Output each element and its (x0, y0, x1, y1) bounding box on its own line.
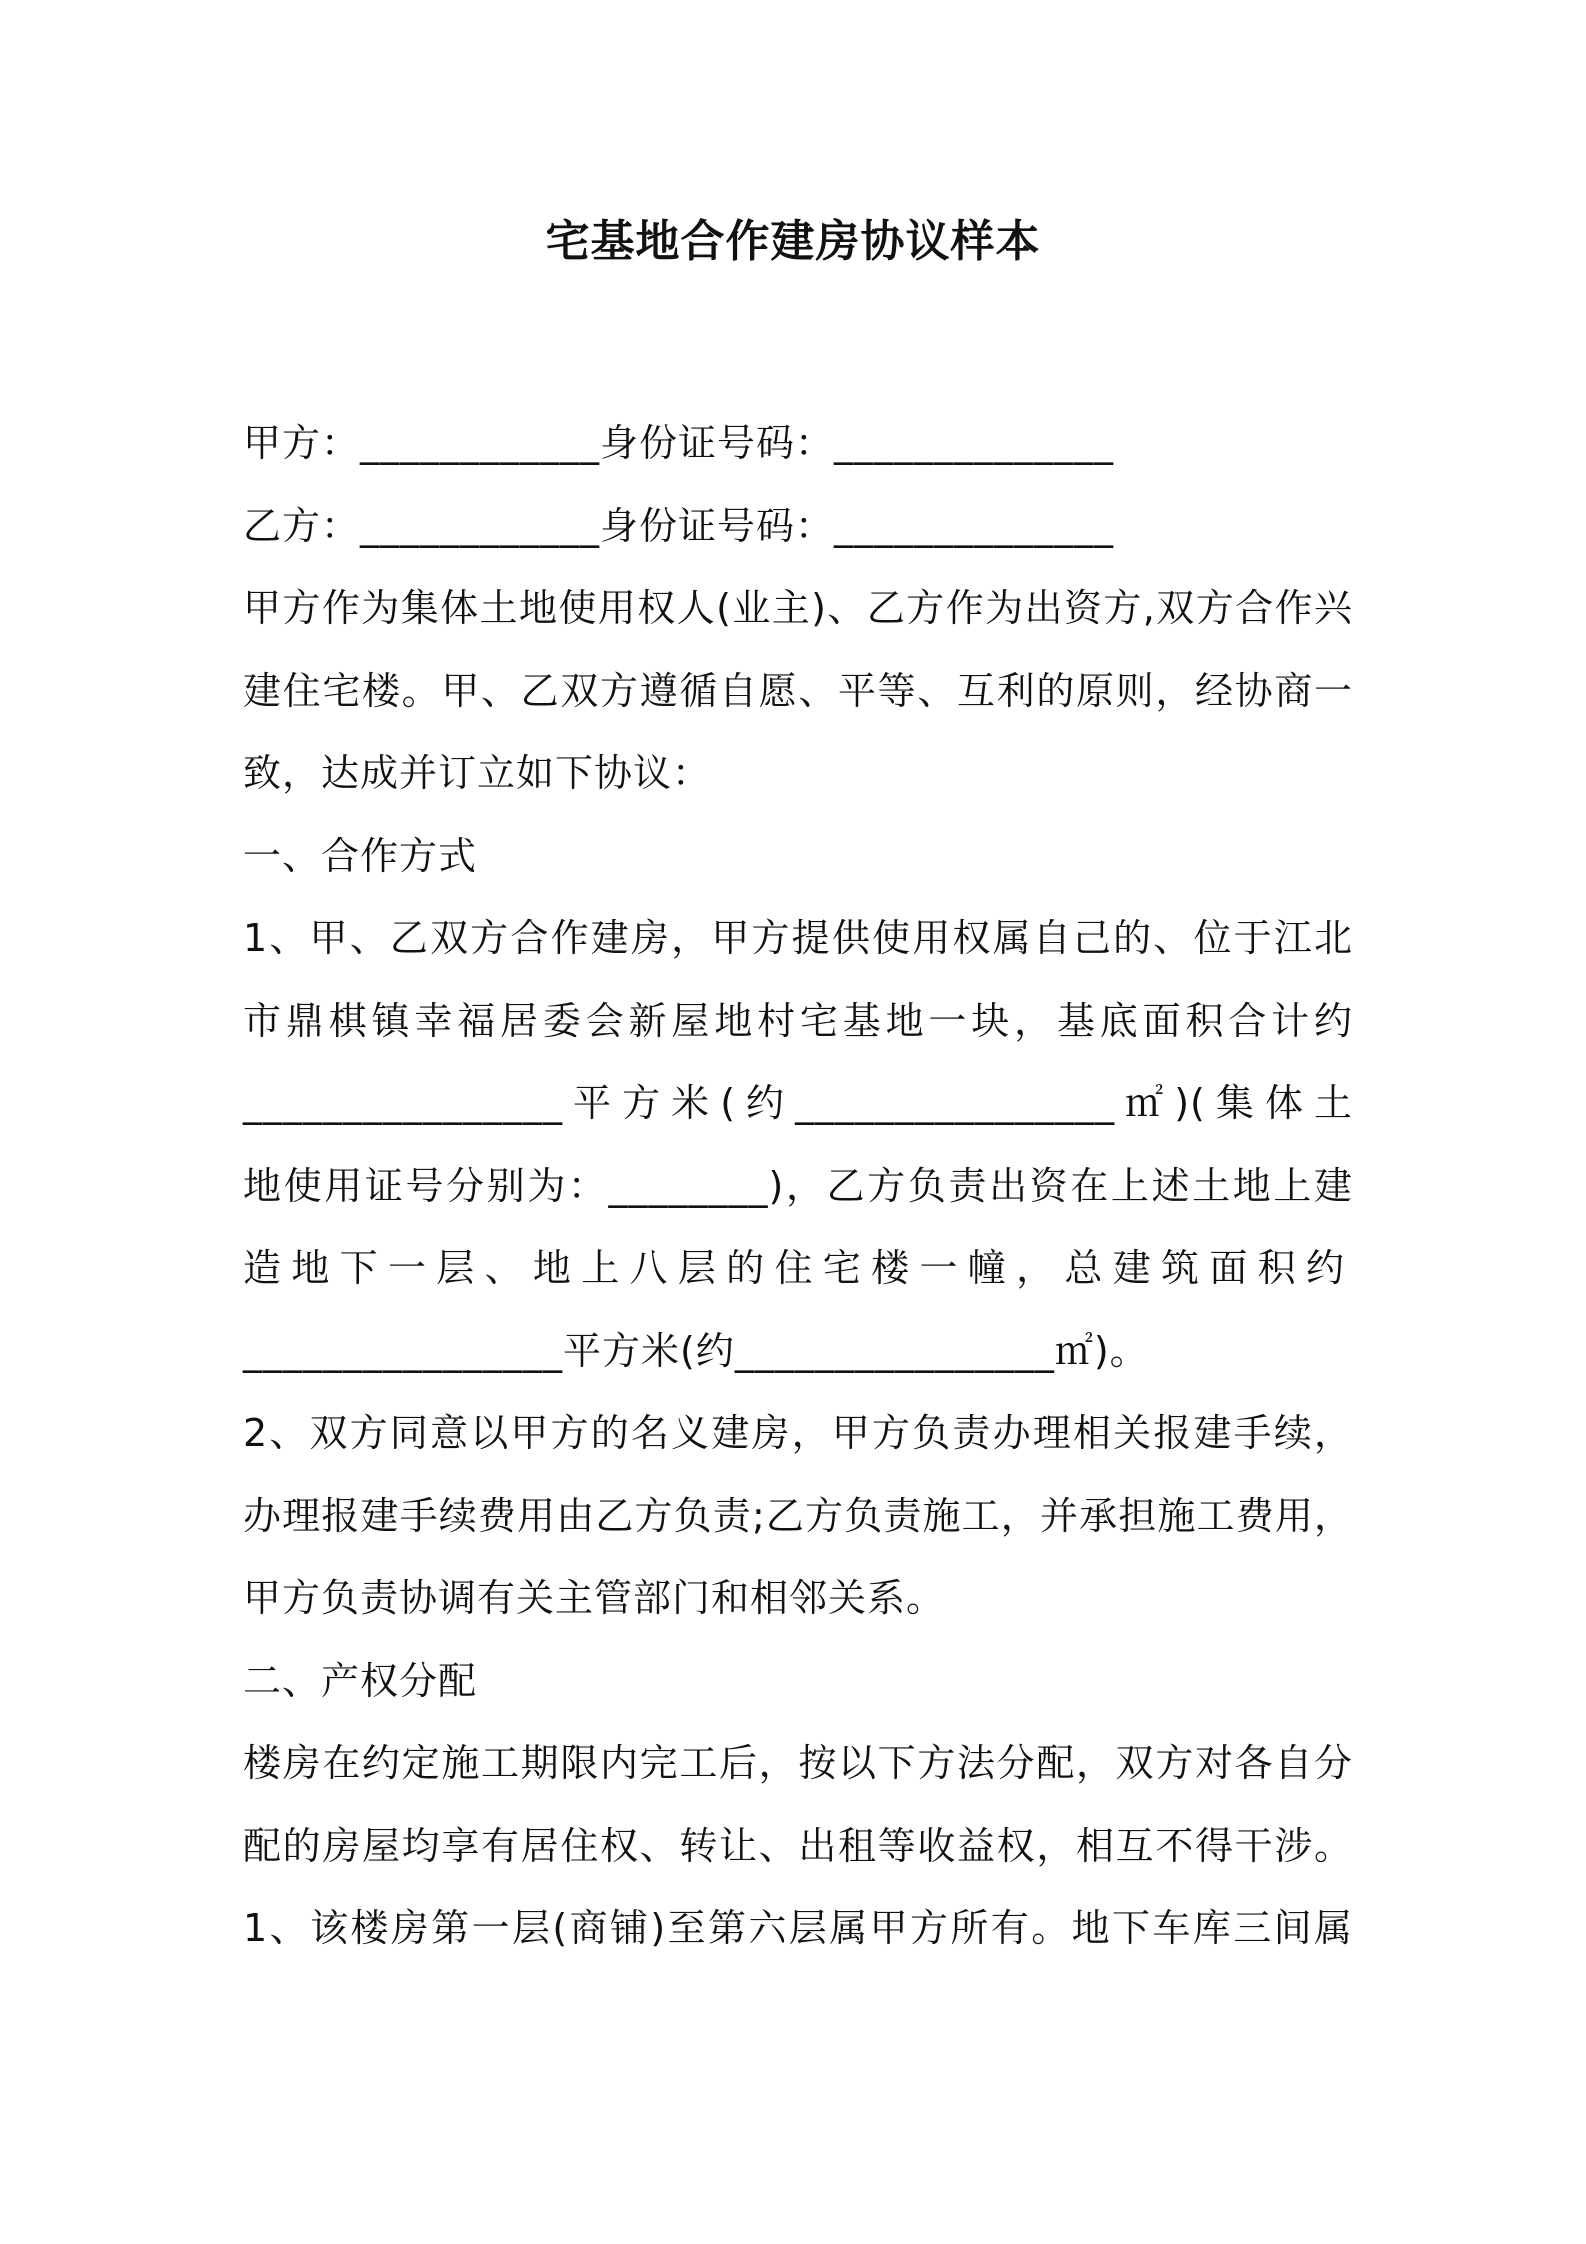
paragraph-line: 市鼎棋镇幸福居委会新屋地村宅基地一块，基底面积合计约 (243, 999, 1353, 1043)
party-a-line: 甲方：____________身份证号码：______________ (243, 421, 1115, 465)
paragraph-line: 甲方负责协调有关主管部门和相邻关系。 (243, 1576, 946, 1620)
paragraph-line: 楼房在约定施工期限内完工后，按以下方法分配，双方对各自分 (243, 1741, 1353, 1785)
paragraph-line: 甲方作为集体土地使用权人(业主)、乙方作为出资方,双方合作兴 (243, 586, 1353, 630)
paragraph-line: 配的房屋均享有居住权、转让、出租等收益权，相互不得干涉。 (243, 1824, 1353, 1868)
document-title: 宅基地合作建房协议样本 (545, 216, 1041, 267)
paragraph-line: ________________平方米(约________________㎡)。 (243, 1329, 1149, 1373)
paragraph-line: 地使用证号分别为：________)，乙方负责出资在上述土地上建 (243, 1164, 1353, 1208)
paragraph-line: ________________平方米(约________________㎡)(集体土 (243, 1081, 1353, 1125)
section-heading: 一、合作方式 (243, 834, 478, 878)
paragraph-line: 建住宅楼。甲、乙双方遵循自愿、平等、互利的原则，经协商一 (243, 669, 1353, 713)
paragraph-line: 造地下一层、地上八层的住宅楼一幢，总建筑面积约 (243, 1246, 1353, 1290)
paragraph-line: 1、该楼房第一层(商铺)至第六层属甲方所有。地下车库三间属 (243, 1906, 1353, 1950)
section-heading: 二、产权分配 (243, 1659, 478, 1703)
paragraph-line: 1、甲、乙双方合作建房，甲方提供使用权属自己的、位于江北 (243, 916, 1353, 960)
paragraph-line: 办理报建手续费用由乙方负责;乙方负责施工，并承担施工费用， (243, 1494, 1353, 1538)
party-b-line: 乙方：____________身份证号码：______________ (243, 504, 1115, 548)
paragraph-line: 致，达成并订立如下协议： (243, 751, 712, 795)
paragraph-line: 2、双方同意以甲方的名义建房，甲方负责办理相关报建手续， (243, 1411, 1353, 1455)
